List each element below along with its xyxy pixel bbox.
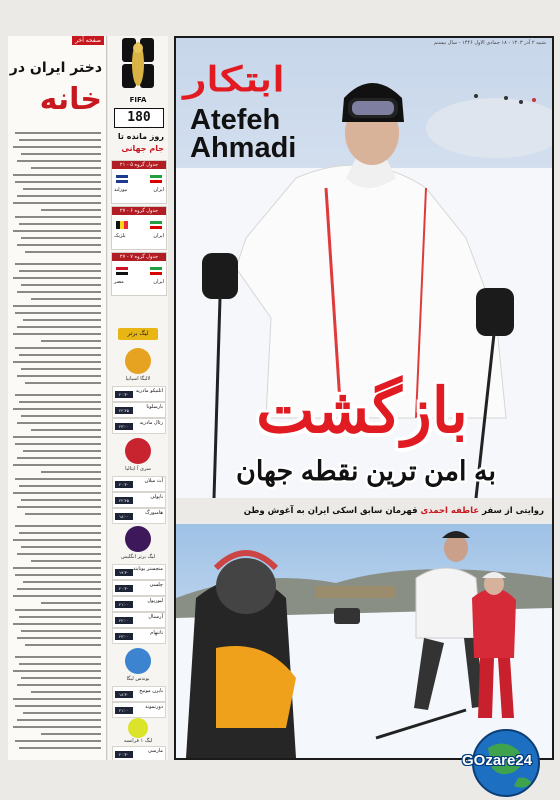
article-text-line: [13, 539, 101, 541]
article-text-line: [23, 188, 101, 190]
flag-icon: [150, 267, 162, 275]
article-text-line: [13, 333, 101, 335]
league-logo: [125, 438, 151, 464]
fixture-team: هامبورگ: [145, 510, 163, 516]
match-header: جدول گروه ۵ - ۲۱: [112, 161, 166, 169]
article-text-line: [31, 167, 101, 169]
fixture-time: ۱۸:۳۰: [115, 691, 133, 698]
fifa-label: FIFA: [129, 96, 147, 104]
days-counter: 180: [114, 108, 164, 128]
match-box: [111, 252, 167, 296]
article-text-line: [15, 478, 101, 480]
article-text-line: [15, 443, 101, 445]
article-text-line: [17, 422, 101, 424]
fixture-time: ۲۰:۳۰: [115, 585, 133, 592]
fixture-row: [112, 686, 166, 702]
article-text-line: [13, 408, 101, 410]
fixture-time: ۲۰:۳۰: [115, 751, 133, 758]
fixture-time: ۲۱:۰۰: [115, 707, 133, 714]
article-text-line: [15, 216, 101, 218]
article-text-line: [17, 553, 101, 555]
article-text-line: [17, 375, 101, 377]
article-text-line: [31, 298, 101, 300]
fixture-row: [112, 596, 166, 612]
world-cup-logo: [120, 36, 156, 94]
article-text-line: [25, 251, 101, 253]
article-text-line: [21, 284, 101, 286]
article-text-line: [19, 485, 101, 487]
match-team-a: ایران: [153, 187, 164, 193]
article-text-line: [21, 546, 101, 548]
article-text-line: [15, 609, 101, 611]
article-text-line: [17, 457, 101, 459]
cover-photo: [174, 36, 554, 760]
article-text-line: [19, 663, 101, 665]
fixture-time: ۲۰:۳۰: [115, 391, 133, 398]
article-text-line: [15, 263, 101, 265]
main-headline: بازگشت: [256, 377, 468, 446]
league-name: سری آ ایتالیا: [125, 466, 151, 472]
flag-icon: [150, 175, 162, 183]
article-text-line: [19, 270, 101, 272]
article-text-line: [19, 223, 101, 225]
league-logo: [125, 648, 151, 674]
match-header: جدول گروه ۷ - ۲۷: [112, 253, 166, 261]
fixture-time: ۲۳:۰۰: [115, 423, 133, 430]
photo-caption: [244, 506, 544, 516]
fixture-team: آث میلان: [144, 478, 163, 484]
article-text-line: [19, 747, 101, 749]
article-text-line: [15, 132, 101, 134]
article-text-line: [17, 244, 101, 246]
fixture-time: ۲۱:۰۰: [115, 601, 133, 608]
flag-icon: [116, 267, 128, 275]
fixture-row: [112, 746, 166, 760]
article-text-line: [23, 712, 101, 714]
match-team-a: مصر: [114, 279, 124, 285]
article-text-line: [15, 656, 101, 658]
league-logo: [125, 348, 151, 374]
fixture-team: منچستر یونایتد: [132, 566, 163, 572]
article-text-line: [13, 436, 101, 438]
match-team-b: ایران: [153, 279, 164, 285]
league-logo: [128, 718, 148, 738]
article-text-line: [13, 492, 101, 494]
fixture-team: دورتموند: [145, 704, 163, 710]
countdown-column: [108, 36, 168, 760]
fixture-team: اتلتیکو مادرید: [135, 388, 163, 394]
article-text-line: [25, 382, 101, 384]
article-text-line: [41, 602, 101, 604]
site-watermark: [448, 728, 552, 798]
article-text-line: [17, 160, 101, 162]
article-text-line: [17, 684, 101, 686]
fixture-row: [112, 612, 166, 628]
fixture-row: [112, 702, 166, 718]
article-text-line: [17, 719, 101, 721]
article-text-line: [13, 595, 101, 597]
article-text-line: [13, 305, 101, 307]
article-text-line: [23, 450, 101, 452]
article-text-line: [15, 525, 101, 527]
league-tag: لیگ برتر: [118, 328, 158, 340]
article-text-line: [19, 616, 101, 618]
match-team-b: نیوزلند: [114, 187, 128, 193]
fixture-team: ناپولی: [150, 494, 163, 500]
caption-text-end: قهرمان سابق اسکی ایران به آغوش وطن: [243, 506, 421, 516]
article-text-line: [21, 153, 101, 155]
fixture-row: [112, 628, 166, 644]
article-column: [8, 36, 107, 760]
caption-text-start: روایتی از سفر: [479, 506, 544, 516]
fixture-team: آرسنال: [148, 614, 163, 620]
article-text-line: [25, 644, 101, 646]
article-text-line: [31, 691, 101, 693]
article-text-line: [17, 588, 101, 590]
article-text-line: [15, 705, 101, 707]
article-text-line: [13, 202, 101, 204]
fixture-team: بارسلونا: [146, 404, 163, 410]
fixture-row: [112, 580, 166, 596]
fixture-row: [112, 564, 166, 580]
article-text-line: [21, 237, 101, 239]
league-name: لیگ برتر انگلیس: [120, 554, 156, 560]
fixture-row: [112, 492, 166, 508]
article-text-line: [15, 347, 101, 349]
article-text-line: [21, 368, 101, 370]
article-text-line: [41, 209, 101, 211]
article-text-line: [41, 340, 101, 342]
article-text-line: [17, 637, 101, 639]
article-kicker: صفحه آخر: [72, 36, 104, 45]
fixture-team: رئال مادرید: [139, 420, 163, 426]
newspaper-masthead: ابتکار: [184, 61, 285, 99]
flag-icon: [116, 221, 128, 229]
article-text-line: [25, 513, 101, 515]
league-logo: [125, 526, 151, 552]
article-text-line: [17, 326, 101, 328]
article-text-line: [15, 740, 101, 742]
article-text-line: [13, 726, 101, 728]
athlete-name-first: Atefeh: [190, 104, 281, 136]
league-name: لیگ ۱ فرانسه: [123, 738, 153, 744]
fixture-team: مارسی: [148, 748, 163, 754]
days-sub-label: جام جهانی: [121, 144, 164, 153]
article-text-line: [17, 506, 101, 508]
fixture-team: تاتنهام: [150, 630, 163, 636]
article-text-line: [19, 532, 101, 534]
fixture-team: لیورپول: [147, 598, 163, 604]
league-name: بوندس لیگا: [126, 676, 150, 682]
article-text-line: [13, 174, 101, 176]
fixture-row: [112, 418, 166, 434]
fixture-time: ۲۰:۳۰: [115, 481, 133, 488]
fixture-time: ۲۲:۴۵: [115, 407, 133, 414]
athlete-name-last: Ahmadi: [190, 132, 297, 164]
article-text-line: [31, 560, 101, 562]
article-text-line: [21, 677, 101, 679]
article-text-line: [17, 195, 101, 197]
watermark-text: GOzare24: [462, 752, 533, 769]
article-text-line: [13, 698, 101, 700]
match-header: جدول گروه ۶ - ۲۷: [112, 207, 166, 215]
article-text-line: [23, 319, 101, 321]
article-text-line: [21, 630, 101, 632]
article-text-line: [21, 415, 101, 417]
article-text-line: [13, 361, 101, 363]
match-box: [111, 206, 167, 250]
article-text-line: [15, 394, 101, 396]
fixture-time: ۱۹:۳۰: [115, 569, 133, 576]
sub-headline: به امن ترین نقطه جهان: [236, 456, 496, 486]
fixture-row: [112, 386, 166, 402]
fixture-row: [112, 402, 166, 418]
article-text-line: [19, 139, 101, 141]
article-text-line: [13, 670, 101, 672]
article-text-line: [23, 581, 101, 583]
fixture-team: چلسی: [149, 582, 163, 588]
fixture-time: ۲۲:۴۵: [115, 497, 133, 504]
fixture-time: ۲۳:۰۰: [115, 633, 133, 640]
article-text-line: [13, 623, 101, 625]
article-text-line: [19, 354, 101, 356]
article-text-line: [15, 312, 101, 314]
article-text-line: [41, 471, 101, 473]
match-team-b: بلژیک: [114, 233, 126, 239]
caption-highlight: عاطفه احمدی: [420, 506, 480, 516]
flag-icon: [116, 175, 128, 183]
article-text-line: [17, 291, 101, 293]
league-name: لالیگا اسپانیا: [125, 376, 151, 382]
article-text-line: [13, 277, 101, 279]
fixture-time: ۱۸:۰۰: [115, 513, 133, 520]
article-text-line: [19, 401, 101, 403]
fixture-row: [112, 508, 166, 524]
fixture-row: [112, 476, 166, 492]
article-text-line: [31, 429, 101, 431]
fixture-time: ۲۲:۰۰: [115, 617, 133, 624]
article-title-line-2: خانه: [39, 82, 102, 117]
article-title-line-1: دختر ایران در: [9, 60, 102, 76]
article-text-line: [13, 464, 101, 466]
article-text-line: [13, 567, 101, 569]
flag-icon: [150, 221, 162, 229]
days-label: روز مانده تا: [117, 132, 164, 141]
article-text-line: [13, 230, 101, 232]
article-text-line: [41, 733, 101, 735]
masthead-date: شنبه ۲ آذر ۱۴۰۳ - ۱۸ جمادی الاول ۱۴۴۶ - سال بیستم: [433, 40, 546, 46]
article-text-line: [13, 146, 101, 148]
article-text-line: [15, 181, 101, 183]
match-box: [111, 160, 167, 204]
article-text-line: [21, 499, 101, 501]
article-text-line: [15, 574, 101, 576]
match-team-a: ایران: [153, 233, 164, 239]
fixture-team: بایرن مونیخ: [139, 688, 163, 694]
